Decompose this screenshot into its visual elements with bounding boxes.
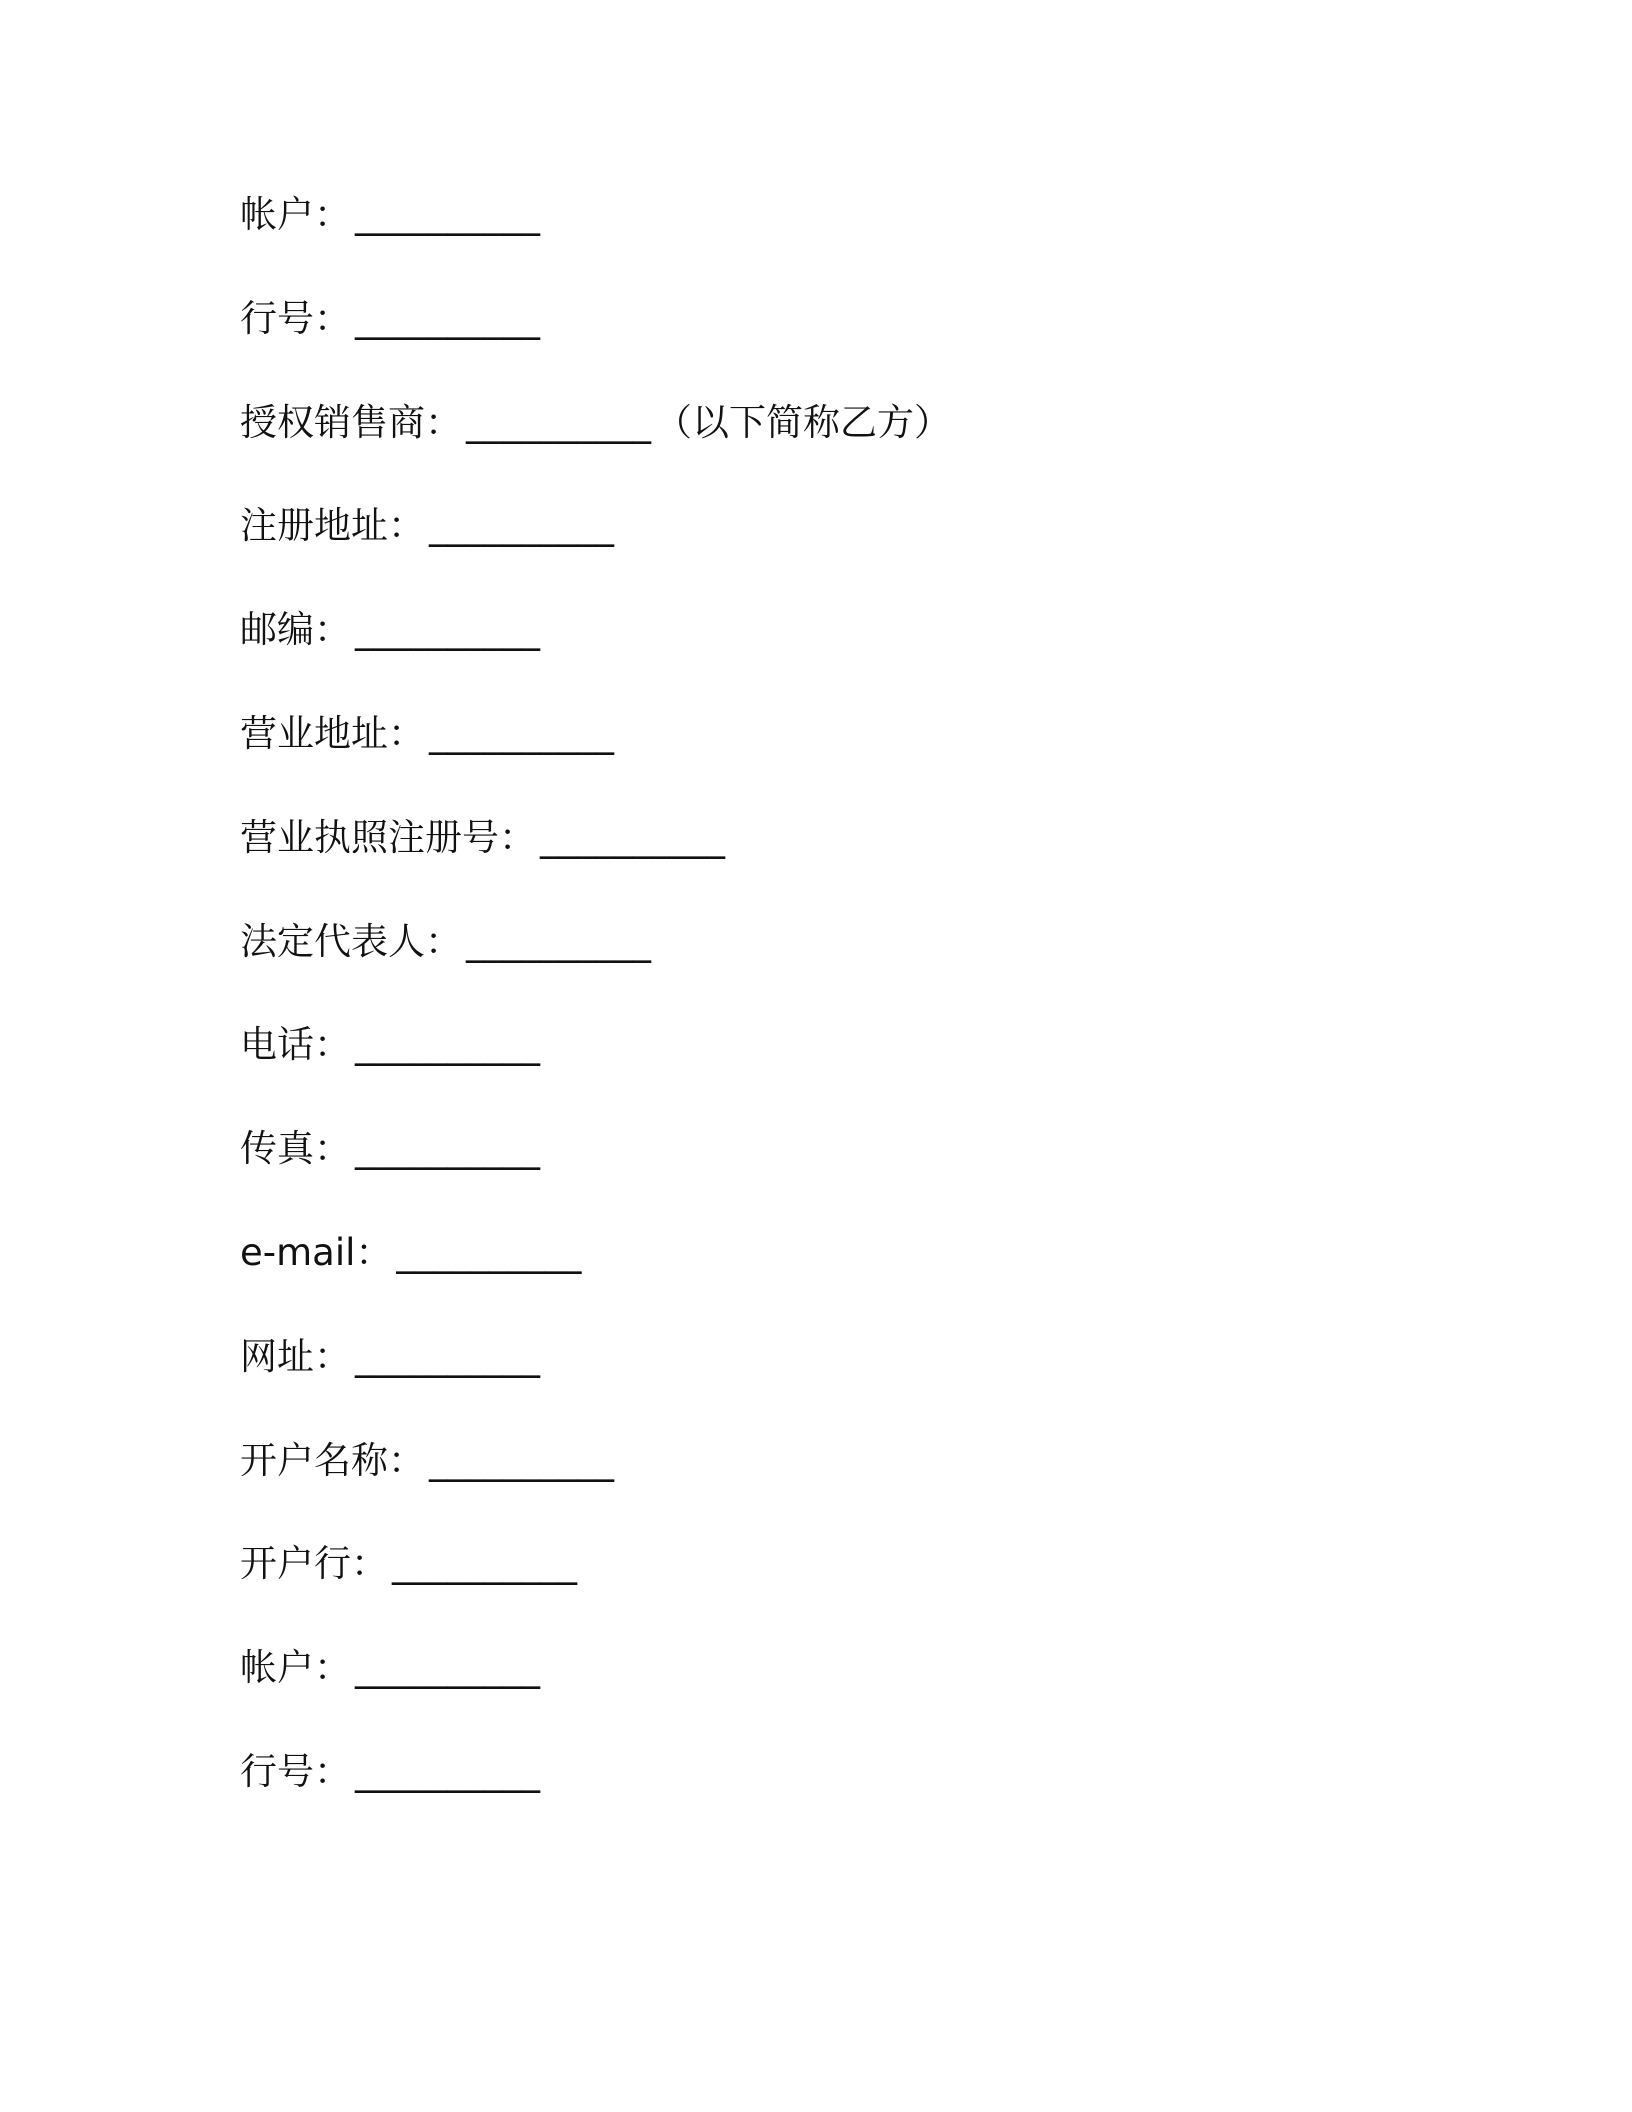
field-label: 营业执照注册号： [240,815,536,859]
fill-in-blank: __________ [355,1023,540,1067]
fill-in-blank: __________ [355,296,540,340]
field-label: 电话： [240,1023,351,1067]
fill-in-blank: __________ [355,1127,540,1171]
field-label: 帐户： [240,193,351,236]
field-fax [240,1124,1440,1228]
field-label: 开户名称： [240,1438,425,1482]
field-label: 传真： [240,1127,351,1171]
field-label: 行号： [240,1749,351,1793]
field-account [240,190,1440,294]
party-b-note: （以下简称乙方） [655,400,951,444]
field-email [240,1228,1440,1332]
field-label: 营业地址： [240,711,425,755]
field-bank [240,1539,1440,1643]
fill-in-blank: __________ [429,1438,614,1482]
field-label: 行号： [240,296,351,340]
field-label: 注册地址： [240,504,425,548]
fill-in-blank: __________ [355,193,540,236]
field-label: 授权销售商： [240,400,462,444]
field-bank-number-2 [240,1747,1440,1851]
field-website [240,1332,1440,1436]
field-registered-address [240,501,1440,605]
fill-in-blank: __________ [355,608,540,652]
field-license-number [240,813,1440,917]
field-account-2 [240,1643,1440,1747]
field-account-name [240,1436,1440,1540]
fill-in-blank: __________ [396,1230,582,1274]
fill-in-blank: __________ [429,711,614,755]
field-business-address [240,709,1440,813]
field-postcode [240,605,1440,709]
fill-in-blank: __________ [466,919,651,963]
fill-in-blank: __________ [355,1334,540,1378]
field-authorized-dealer [240,398,1440,502]
field-label: 开户行： [240,1542,388,1586]
field-label: 网址： [240,1334,351,1378]
field-list [240,190,1440,1851]
fill-in-blank: __________ [355,1646,540,1690]
field-label: 邮编： [240,608,351,652]
fill-in-blank: __________ [429,504,614,548]
field-phone [240,1020,1440,1124]
fill-in-blank: __________ [466,400,651,444]
field-label: 法定代表人： [240,919,462,963]
field-bank-number [240,294,1440,398]
field-label: e-mail： [240,1230,393,1274]
field-label: 帐户： [240,1646,351,1690]
fill-in-blank: __________ [392,1542,577,1586]
field-legal-representative [240,917,1440,1021]
fill-in-blank: __________ [540,815,725,859]
fill-in-blank: __________ [355,1749,540,1793]
